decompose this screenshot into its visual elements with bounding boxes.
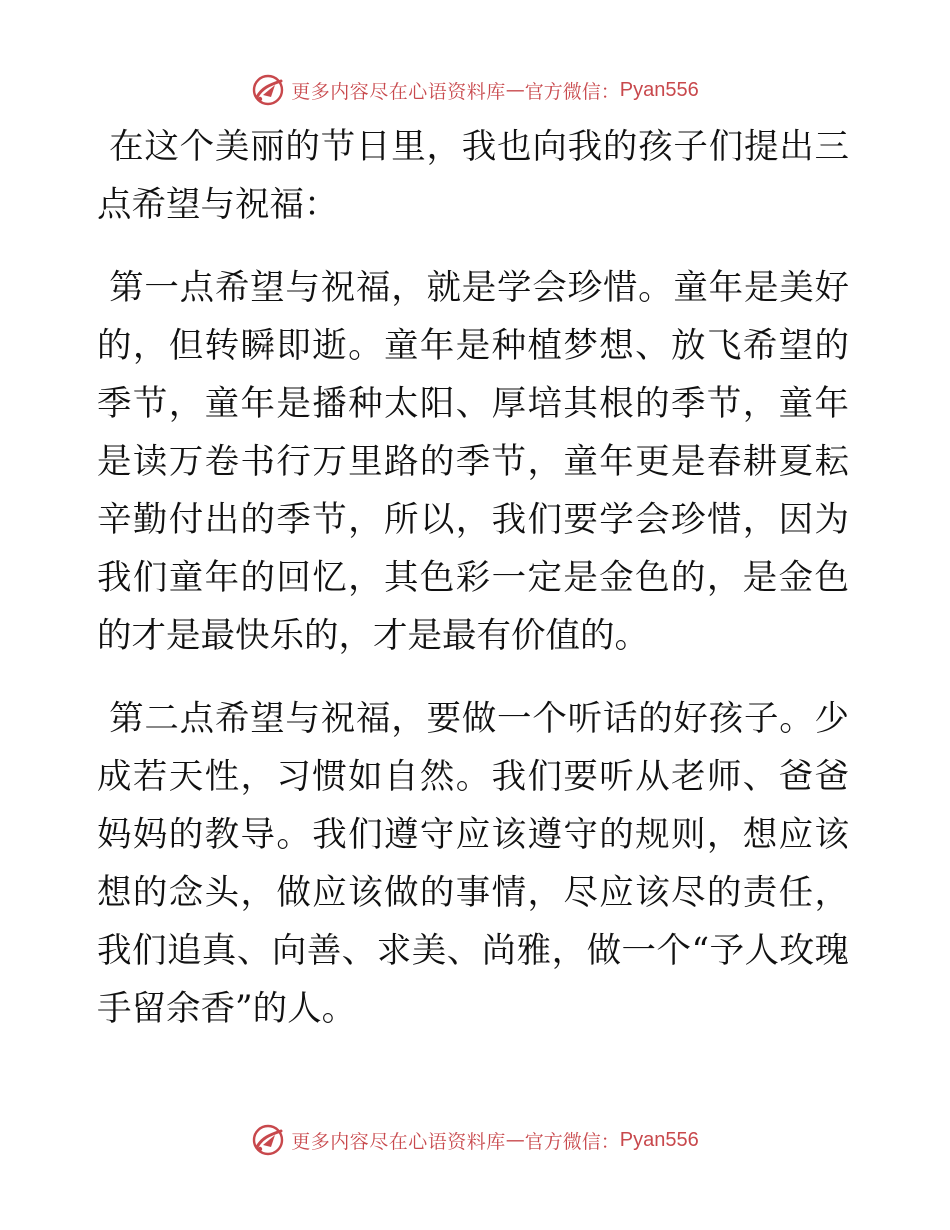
header-banner — [0, 70, 950, 110]
footer-banner-separator: — — [505, 1129, 525, 1151]
paragraph-first-wish: 第一点希望与祝福，就是学会珍惜。童年是美好的，但转瞬即逝。童年是种植梦想、放飞希望的季节，童年是播种太阳、厚培其根的季节，童年是读万卷书行万里路的季节，童年更是春耕夏耘辛勤付出的季节，所以，我们要学会珍惜，因为我们童年的回忆，其色彩一定是金色的，是金色的才是最快乐的，才是最有价值的。 — [97, 268, 849, 656]
header-banner-wechat-id: Pyan556 — [619, 78, 699, 101]
paragraph-second-wish: 第二点希望与祝福，要做一个听话的好孩子。少成若天性，习惯如自然。我们要听从老师、爸爸妈妈的教导。我们遵守应该遵守的规则，想应该想的念头，做应该做的事情，尽应该尽的责任，我们追真、向善、求美、尚雅，做一个“予人玫瑰手留余香”的人。 — [97, 699, 849, 1029]
document-body — [97, 118, 849, 1038]
header-banner-text: 更多内容尽在心语资料库 — [291, 80, 506, 103]
header-banner-separator: — — [505, 79, 525, 101]
header-banner-wechat-label: 官方微信： — [524, 80, 620, 103]
pen-logo-icon — [251, 73, 285, 107]
footer-banner-wechat-id: Pyan556 — [619, 1128, 699, 1151]
footer-banner-wechat-label: 官方微信： — [524, 1130, 620, 1153]
footer-banner-text: 更多内容尽在心语资料库 — [291, 1130, 506, 1153]
pen-logo-icon — [251, 1123, 285, 1157]
footer-banner — [0, 1120, 950, 1160]
paragraph-intro: 在这个美丽的节日里，我也向我的孩子们提出三点希望与祝福： — [97, 127, 849, 225]
